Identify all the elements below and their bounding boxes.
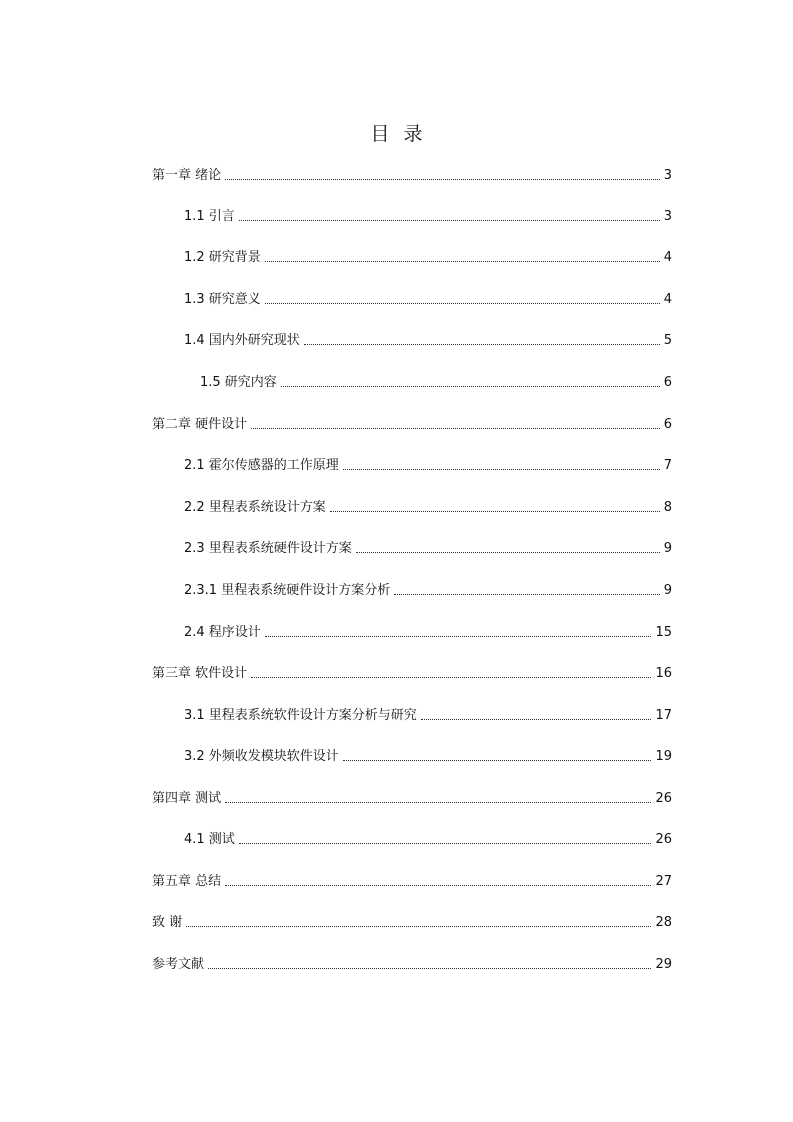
toc-entry-chapter-3[interactable] (152, 664, 672, 682)
toc-entry-page: 27 (655, 874, 672, 889)
toc-entry-page: 6 (663, 417, 672, 432)
toc-entry-label: 2.4 程序设计 (184, 625, 261, 640)
toc-entry-1-3[interactable] (184, 290, 672, 308)
dot-leader (343, 759, 652, 761)
toc-entry-acknowledgements[interactable] (152, 913, 672, 931)
toc-entry-1-2[interactable] (184, 248, 672, 266)
dot-leader (225, 884, 651, 886)
toc-entry-references[interactable] (152, 955, 672, 973)
toc-entry-page: 5 (663, 333, 672, 348)
toc-entry-2-3-1[interactable] (184, 581, 672, 599)
toc-entry-page: 9 (663, 583, 672, 598)
toc-entry-page: 8 (663, 500, 672, 515)
toc-entry-label: 致 谢 (152, 915, 183, 930)
dot-leader (265, 260, 660, 262)
toc-entry-page: 16 (655, 666, 672, 681)
toc-entry-label: 第五章 总结 (152, 874, 222, 889)
dot-leader (343, 468, 660, 470)
toc-entry-1-4[interactable] (184, 331, 672, 349)
toc-entry-label: 2.1 霍尔传感器的工作原理 (184, 458, 339, 473)
dot-leader (239, 219, 660, 221)
toc-entry-page: 3 (663, 168, 672, 183)
toc-title-part2: 录 (403, 123, 423, 145)
dot-leader (208, 967, 651, 969)
toc-entry-label: 第二章 硬件设计 (152, 417, 248, 432)
toc-entry-3-1[interactable] (184, 706, 672, 724)
toc-title-part1: 目 (370, 123, 390, 145)
dot-leader (394, 593, 660, 595)
dot-leader (186, 925, 651, 927)
dot-leader (251, 427, 660, 429)
dot-leader (281, 385, 660, 387)
toc-entry-page: 4 (663, 250, 672, 265)
toc-entry-1-1[interactable] (184, 207, 672, 225)
toc-entry-2-4[interactable] (184, 623, 672, 641)
toc-entry-label: 1.5 研究内容 (200, 375, 277, 390)
toc-entry-label: 1.2 研究背景 (184, 250, 261, 265)
toc-entry-3-2[interactable] (184, 747, 672, 765)
dot-leader (239, 842, 652, 844)
toc-entry-label: 4.1 测试 (184, 832, 235, 847)
toc-entry-page: 17 (655, 708, 672, 723)
toc-entry-label: 2.3 里程表系统硬件设计方案 (184, 541, 352, 556)
toc-entry-chapter-2[interactable] (152, 415, 672, 433)
toc-entry-page: 3 (663, 209, 672, 224)
toc-entry-page: 28 (655, 915, 672, 930)
toc-entry-2-1[interactable] (184, 456, 672, 474)
toc-entry-page: 19 (655, 749, 672, 764)
toc-entry-1-5[interactable] (200, 373, 672, 391)
toc-entry-page: 15 (655, 625, 672, 640)
toc-entry-label: 第一章 绪论 (152, 168, 222, 183)
toc-entry-label: 参考文献 (152, 957, 205, 972)
toc-entry-chapter-4[interactable] (152, 789, 672, 807)
toc-entry-page: 7 (663, 458, 672, 473)
toc-entry-label: 2.2 里程表系统设计方案 (184, 500, 326, 515)
toc-entry-page: 26 (655, 832, 672, 847)
toc-entry-label: 2.3.1 里程表系统硬件设计方案分析 (184, 583, 391, 598)
toc-entry-page: 26 (655, 791, 672, 806)
toc-entry-label: 1.3 研究意义 (184, 292, 261, 307)
toc-entry-label: 第四章 测试 (152, 791, 222, 806)
toc-entry-label: 3.2 外频收发模块软件设计 (184, 749, 339, 764)
toc-entry-label: 1.4 国内外研究现状 (184, 333, 300, 348)
toc-entry-label: 第三章 软件设计 (152, 666, 248, 681)
toc-entry-2-2[interactable] (184, 498, 672, 516)
dot-leader (265, 302, 660, 304)
toc-entry-label: 3.1 里程表系统软件设计方案分析与研究 (184, 708, 417, 723)
toc-entry-page: 4 (663, 292, 672, 307)
toc-entry-page: 6 (663, 375, 672, 390)
toc-entry-label: 1.1 引言 (184, 209, 235, 224)
dot-leader (265, 635, 652, 637)
dot-leader (225, 801, 651, 803)
dot-leader (421, 718, 652, 720)
dot-leader (356, 551, 660, 553)
dot-leader (225, 178, 660, 180)
dot-leader (304, 343, 660, 345)
dot-leader (330, 510, 660, 512)
toc-entry-2-3[interactable] (184, 539, 672, 557)
toc-entry-chapter-5[interactable] (152, 872, 672, 890)
dot-leader (251, 676, 651, 678)
toc-entry-4-1[interactable] (184, 830, 672, 848)
toc-entry-page: 29 (655, 957, 672, 972)
toc-entry-page: 9 (663, 541, 672, 556)
toc-entry-chapter-1[interactable] (152, 166, 672, 184)
